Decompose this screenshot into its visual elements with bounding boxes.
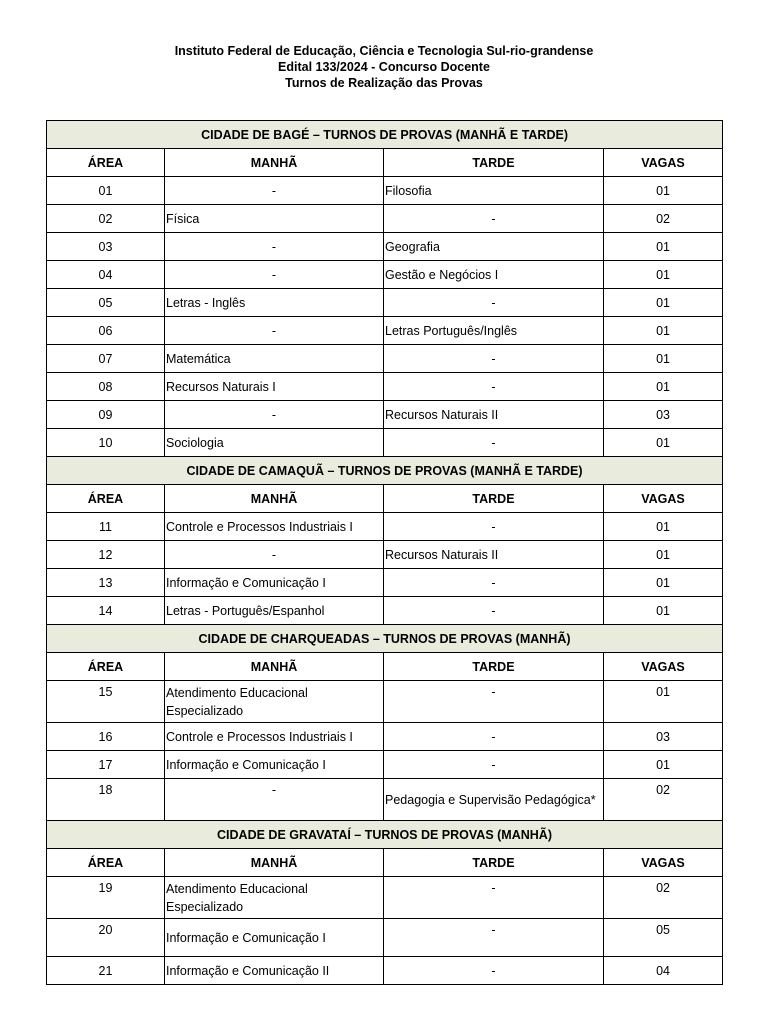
cell-tarde: - <box>384 957 604 985</box>
cell-tarde: Geografia <box>384 233 604 261</box>
cell-vagas: 02 <box>604 205 723 233</box>
cell-manha: - <box>165 541 384 569</box>
cell-area: 16 <box>47 723 165 751</box>
column-header-row <box>47 849 723 877</box>
table-row <box>47 751 723 779</box>
cell-area: 06 <box>47 317 165 345</box>
cell-area: 10 <box>47 429 165 457</box>
table-row <box>47 541 723 569</box>
table-row <box>47 233 723 261</box>
column-header-manha: MANHÃ <box>165 653 384 681</box>
column-header-area: ÁREA <box>47 485 165 513</box>
city-section-header <box>47 821 723 849</box>
column-header-vagas: VAGAS <box>604 149 723 177</box>
cell-vagas: 02 <box>604 779 723 821</box>
cell-area: 11 <box>47 513 165 541</box>
city-section-title: CIDADE DE BAGÉ – TURNOS DE PROVAS (MANHÃ E TARDE) <box>47 121 723 149</box>
column-header-tarde: TARDE <box>384 485 604 513</box>
column-header-tarde: TARDE <box>384 149 604 177</box>
cell-vagas: 01 <box>604 261 723 289</box>
cell-vagas: 03 <box>604 401 723 429</box>
cell-area: 21 <box>47 957 165 985</box>
city-section-header <box>47 121 723 149</box>
cell-manha: Matemática <box>165 345 384 373</box>
city-section-title: CIDADE DE CAMAQUÃ – TURNOS DE PROVAS (MANHÃ E TARDE) <box>47 457 723 485</box>
table-row <box>47 401 723 429</box>
cell-tarde: - <box>384 289 604 317</box>
table-row <box>47 289 723 317</box>
column-header-row <box>47 485 723 513</box>
column-header-vagas: VAGAS <box>604 849 723 877</box>
cell-vagas: 04 <box>604 957 723 985</box>
document-header <box>0 43 768 91</box>
cell-area: 20 <box>47 919 165 957</box>
cell-tarde: Letras Português/Inglês <box>384 317 604 345</box>
cell-tarde: - <box>384 723 604 751</box>
cell-area: 01 <box>47 177 165 205</box>
cell-area: 03 <box>47 233 165 261</box>
cell-tarde: - <box>384 919 604 957</box>
cell-area: 04 <box>47 261 165 289</box>
cell-tarde: - <box>384 751 604 779</box>
cell-manha: Sociologia <box>165 429 384 457</box>
cell-tarde: Gestão e Negócios I <box>384 261 604 289</box>
table-row <box>47 429 723 457</box>
cell-manha: - <box>165 401 384 429</box>
cell-manha: Controle e Processos Industriais I <box>165 723 384 751</box>
cell-vagas: 02 <box>604 877 723 919</box>
cell-tarde: - <box>384 345 604 373</box>
cell-manha: - <box>165 177 384 205</box>
cell-vagas: 01 <box>604 289 723 317</box>
cell-tarde: - <box>384 513 604 541</box>
cell-manha: - <box>165 317 384 345</box>
cell-area: 02 <box>47 205 165 233</box>
cell-area: 09 <box>47 401 165 429</box>
table-row <box>47 597 723 625</box>
table-row <box>47 957 723 985</box>
exam-shifts-table <box>46 120 723 985</box>
cell-area: 13 <box>47 569 165 597</box>
cell-area: 18 <box>47 779 165 821</box>
table-row <box>47 569 723 597</box>
cell-vagas: 01 <box>604 751 723 779</box>
table-row <box>47 723 723 751</box>
cell-tarde: - <box>384 205 604 233</box>
table-row <box>47 779 723 821</box>
cell-area: 05 <box>47 289 165 317</box>
city-section-title: CIDADE DE CHARQUEADAS – TURNOS DE PROVAS (MANHÃ) <box>47 625 723 653</box>
cell-tarde: - <box>384 373 604 401</box>
cell-manha: - <box>165 233 384 261</box>
document-subtitle: Turnos de Realização das Provas <box>285 76 483 90</box>
column-header-manha: MANHÃ <box>165 149 384 177</box>
cell-vagas: 01 <box>604 569 723 597</box>
city-section-title: CIDADE DE GRAVATAÍ – TURNOS DE PROVAS (MANHÃ) <box>47 821 723 849</box>
cell-manha: Física <box>165 205 384 233</box>
table-row <box>47 177 723 205</box>
table-row <box>47 373 723 401</box>
cell-area: 14 <box>47 597 165 625</box>
cell-vagas: 01 <box>604 597 723 625</box>
column-header-manha: MANHÃ <box>165 485 384 513</box>
cell-vagas: 01 <box>604 345 723 373</box>
cell-manha: - <box>165 779 384 821</box>
cell-vagas: 01 <box>604 541 723 569</box>
cell-tarde: Filosofia <box>384 177 604 205</box>
table-row <box>47 681 723 723</box>
cell-tarde: Recursos Naturais II <box>384 541 604 569</box>
column-header-tarde: TARDE <box>384 653 604 681</box>
column-header-row <box>47 149 723 177</box>
cell-tarde: Pedagogia e Supervisão Pedagógica* <box>384 779 604 821</box>
cell-manha: Controle e Processos Industriais I <box>165 513 384 541</box>
table-row <box>47 513 723 541</box>
cell-area: 08 <box>47 373 165 401</box>
table-row <box>47 345 723 373</box>
cell-vagas: 01 <box>604 177 723 205</box>
cell-tarde: - <box>384 877 604 919</box>
table-row <box>47 317 723 345</box>
cell-vagas: 01 <box>604 373 723 401</box>
column-header-vagas: VAGAS <box>604 653 723 681</box>
cell-manha: - <box>165 261 384 289</box>
institution-title: Instituto Federal de Educação, Ciência e Tecnologia Sul-rio-grandense <box>174 44 594 58</box>
cell-vagas: 05 <box>604 919 723 957</box>
cell-area: 17 <box>47 751 165 779</box>
cell-manha: Letras - Português/Espanhol <box>165 597 384 625</box>
cell-vagas: 01 <box>604 681 723 723</box>
cell-manha: Informação e Comunicação II <box>165 957 384 985</box>
column-header-area: ÁREA <box>47 653 165 681</box>
cell-tarde: - <box>384 681 604 723</box>
cell-vagas: 01 <box>604 513 723 541</box>
cell-area: 19 <box>47 877 165 919</box>
cell-vagas: 01 <box>604 429 723 457</box>
column-header-vagas: VAGAS <box>604 485 723 513</box>
cell-tarde: - <box>384 429 604 457</box>
cell-manha: Atendimento Educacional Especializado <box>165 681 384 723</box>
cell-manha: Informação e Comunicação I <box>165 751 384 779</box>
column-header-area: ÁREA <box>47 849 165 877</box>
cell-vagas: 01 <box>604 233 723 261</box>
cell-vagas: 01 <box>604 317 723 345</box>
city-section-header <box>47 457 723 485</box>
edital-title: Edital 133/2024 - Concurso Docente <box>278 60 490 74</box>
cell-manha: Atendimento Educacional Especializado <box>165 877 384 919</box>
cell-tarde: - <box>384 597 604 625</box>
cell-manha: Letras - Inglês <box>165 289 384 317</box>
cell-tarde: - <box>384 569 604 597</box>
city-section-header <box>47 625 723 653</box>
column-header-tarde: TARDE <box>384 849 604 877</box>
table-row <box>47 261 723 289</box>
column-header-manha: MANHÃ <box>165 849 384 877</box>
table-row <box>47 877 723 919</box>
table-row <box>47 205 723 233</box>
cell-area: 07 <box>47 345 165 373</box>
cell-manha: Recursos Naturais I <box>165 373 384 401</box>
cell-manha: Informação e Comunicação I <box>165 919 384 957</box>
cell-area: 12 <box>47 541 165 569</box>
column-header-row <box>47 653 723 681</box>
cell-area: 15 <box>47 681 165 723</box>
table-row <box>47 919 723 957</box>
cell-tarde: Recursos Naturais II <box>384 401 604 429</box>
cell-manha: Informação e Comunicação I <box>165 569 384 597</box>
cell-vagas: 03 <box>604 723 723 751</box>
column-header-area: ÁREA <box>47 149 165 177</box>
